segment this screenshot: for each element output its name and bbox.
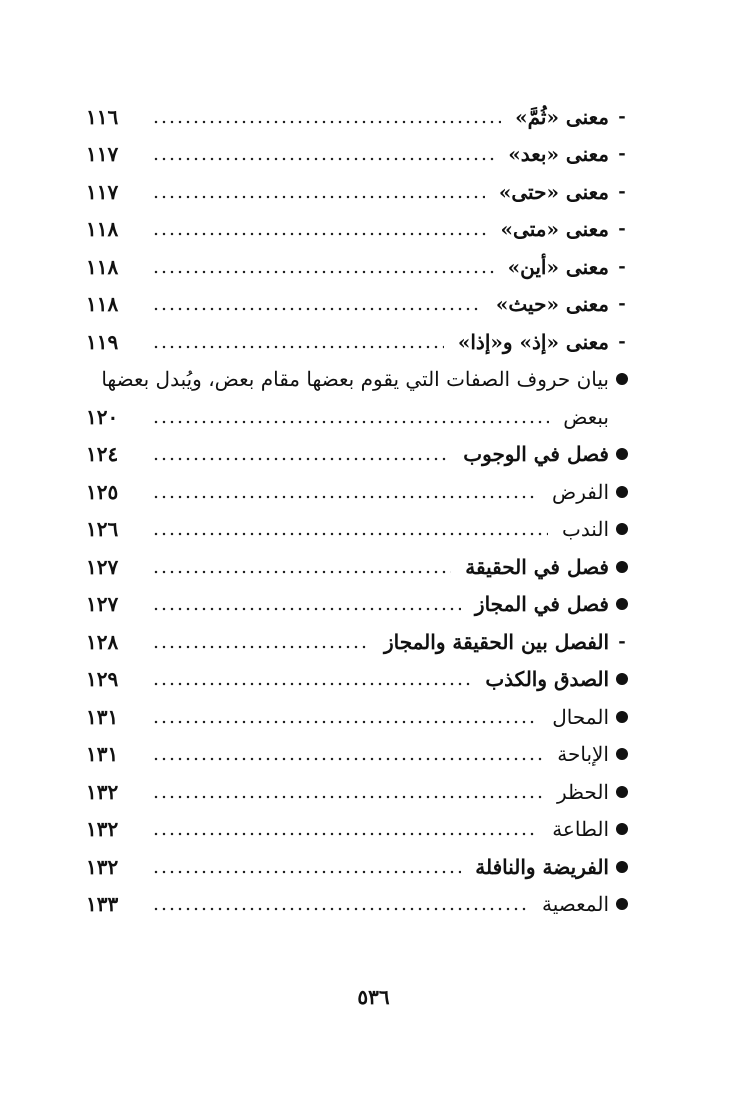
dot-leader [152,264,494,280]
dot-leader [152,414,549,430]
entry-marker-bullet [615,523,629,535]
entry-title: فصل في الحقيقة [465,554,609,579]
entry-page-number: ١٣٢ [86,779,119,804]
entry-page-number: ١٣٣ [86,892,119,917]
toc-entry [86,811,629,849]
entry-title: الفريضة والنافلة [475,854,609,879]
entry-marker-bullet [615,711,629,723]
entry-page-number: ١٣٢ [86,854,119,879]
entry-title: معنى «أين» [507,254,609,279]
entry-marker-dash: - [618,293,626,315]
dot-leader [152,639,370,655]
toc-entry [86,773,629,811]
entry-page-number: ١١٨ [86,254,119,279]
entry-page-number: ١٢٧ [86,554,119,579]
bullet-icon [616,373,628,385]
page-number: ٥٣٦ [357,985,390,1009]
entry-marker-bullet [615,373,629,385]
entry-title: معنى «إذ» و«إذا» [457,329,609,354]
dot-leader [152,114,501,130]
bullet-icon [616,898,628,910]
entry-title-line2: ببعض [563,404,609,429]
table-of-contents [86,98,629,923]
entry-page-number: ١٢٤ [86,442,119,467]
entry-marker-bullet [615,673,629,685]
entry-page-number: ١٢٧ [86,592,119,617]
dot-leader [152,526,548,542]
entry-title: الصدق والكذب [485,667,609,692]
entry-title-line1: بيان حروف الصفات التي يقوم بعضها مقام بعض، ويُبدل بعضها [101,367,609,392]
toc-entry [86,511,629,549]
toc-entry-wrapped-first-line [86,361,629,399]
bullet-icon [616,748,628,760]
dot-leader [152,751,543,767]
entry-page-number: ١١٩ [86,329,119,354]
toc-entry [86,736,629,774]
dot-leader [152,826,538,842]
entry-page-number: ١٢٥ [86,479,119,504]
dot-leader [152,864,461,880]
bullet-icon [616,786,628,798]
entry-title: معنى «ثُمَّ» [515,104,609,129]
entry-marker-dash: - [618,143,626,165]
toc-entry [86,586,629,624]
entry-page-number: ١٣١ [86,704,119,729]
entry-title: فصل في المجاز [474,592,609,617]
entry-marker-dash: - [618,630,626,652]
entry-marker-bullet [615,598,629,610]
dot-leader [152,301,482,317]
dot-leader [152,189,485,205]
bullet-icon [616,486,628,498]
dot-leader [152,714,538,730]
dot-leader [152,226,487,242]
dot-leader [152,451,449,467]
dot-leader [152,489,538,505]
dot-leader [152,564,451,580]
toc-entry [86,136,629,174]
bullet-icon [616,523,628,535]
toc-entry [86,661,629,699]
entry-marker-bullet [615,861,629,873]
entry-page-number: ١٢٨ [86,629,119,654]
entry-title: الطاعة [552,817,609,842]
toc-entry [86,98,629,136]
dot-leader [152,676,471,692]
entry-title: الفصل بين الحقيقة والمجاز [383,629,609,654]
entry-page-number: ١٢٩ [86,667,119,692]
entry-page-number: ١٢٠ [86,404,119,429]
entry-title: معنى «حتى» [498,179,609,204]
entry-page-number: ١١٧ [86,142,119,167]
entry-marker-dash: - [618,255,626,277]
entry-marker-bullet [615,748,629,760]
toc-entry [86,623,629,661]
bullet-icon [616,861,628,873]
dot-leader [152,151,494,167]
toc-entry-wrapped-second-line [86,398,629,436]
entry-title: معنى «متى» [500,217,609,242]
dot-leader [152,339,444,355]
entry-marker-bullet [615,898,629,910]
entry-page-number: ١١٦ [86,104,119,129]
toc-entry [86,248,629,286]
entry-page-number: ١١٧ [86,179,119,204]
entry-marker-bullet [615,486,629,498]
dot-leader [152,789,543,805]
toc-entry [86,323,629,361]
bullet-icon [616,598,628,610]
entry-page-number: ١٢٦ [86,517,119,542]
entry-title: الإباحة [557,742,609,767]
entry-marker-dash: - [618,330,626,352]
toc-entry [86,698,629,736]
entry-title: فصل في الوجوب [463,442,609,467]
entry-marker-bullet [615,561,629,573]
dot-leader [152,601,461,617]
entry-title: معنى «بعد» [508,142,609,167]
entry-title: معنى «حيث» [495,292,609,317]
toc-entry [86,436,629,474]
entry-marker-dash: - [618,105,626,127]
toc-entry [86,473,629,511]
toc-entry [86,848,629,886]
entry-title: الحظر [556,779,609,804]
entry-marker-dash: - [618,180,626,202]
entry-page-number: ١١٨ [86,292,119,317]
bullet-icon [616,448,628,460]
entry-title: الندب [561,517,609,542]
entry-title: المحال [552,704,609,729]
bullet-icon [616,711,628,723]
toc-entry [86,886,629,924]
entry-page-number: ١١٨ [86,217,119,242]
toc-entry [86,173,629,211]
entry-marker-bullet [615,823,629,835]
bullet-icon [616,673,628,685]
toc-entry [86,548,629,586]
toc-entry [86,286,629,324]
entry-page-number: ١٣٢ [86,817,119,842]
entry-title: الفرض [552,479,609,504]
toc-entry [86,211,629,249]
entry-title: المعصية [542,892,609,917]
entry-page-number: ١٣١ [86,742,119,767]
entry-marker-bullet [615,448,629,460]
entry-marker-dash: - [618,218,626,240]
entry-marker-bullet [615,786,629,798]
dot-leader [152,901,528,917]
bullet-icon [616,561,628,573]
bullet-icon [616,823,628,835]
